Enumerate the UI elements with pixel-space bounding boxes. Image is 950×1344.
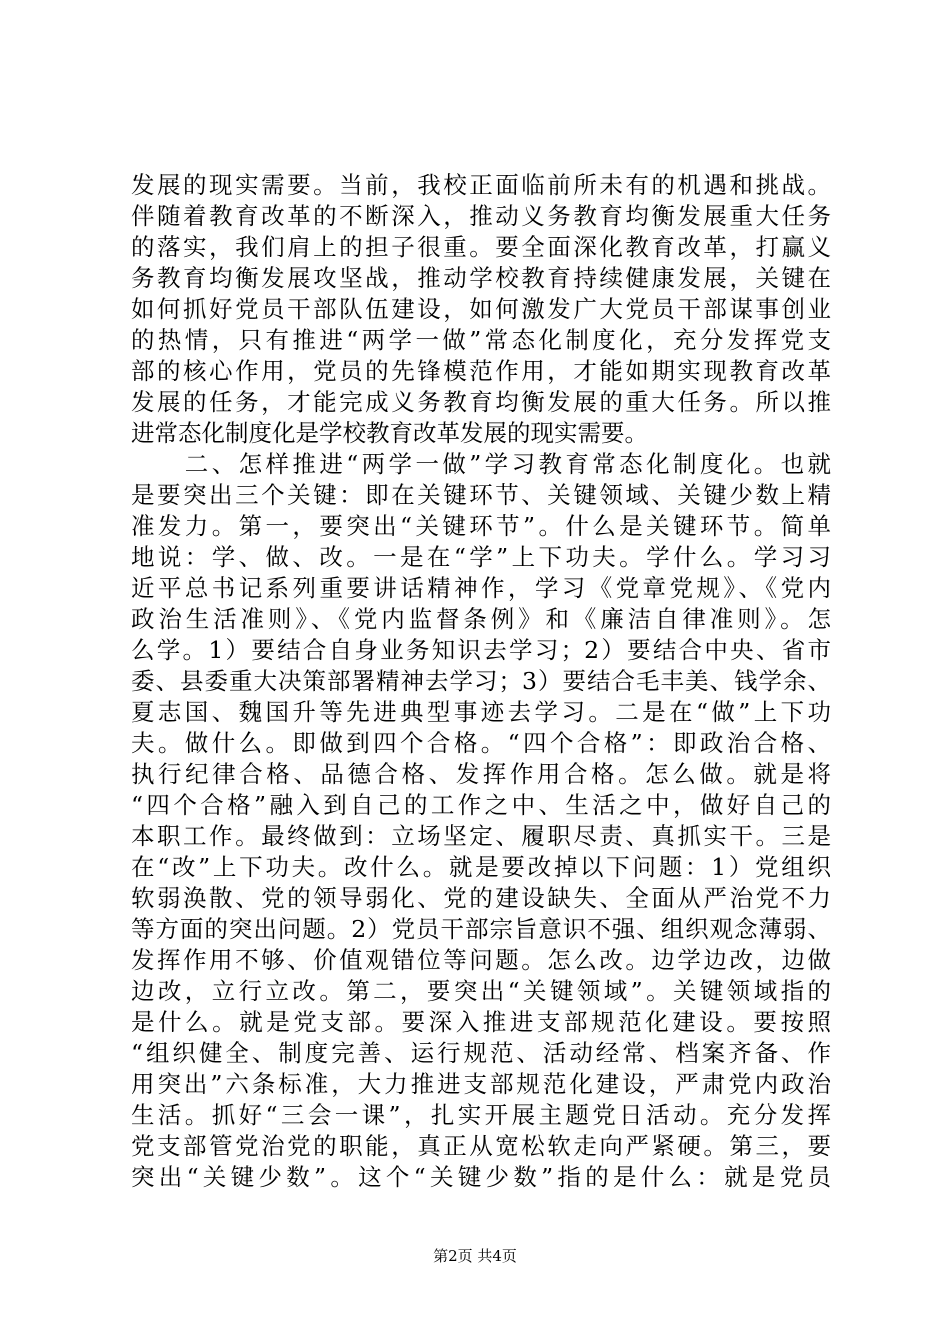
text-line: “组织健全、制度完善、运行规范、活动经常、档案齐备、作: [131, 1039, 831, 1067]
text-line: 近平总书记系列重要讲话精神作，学习《党章党规》、《党内: [131, 574, 831, 602]
text-line: 的热情，只有推进“两学一做”常态化制度化，充分发挥党支: [131, 326, 831, 354]
text-line: 委、县委重大决策部署精神去学习；3）要结合毛丰美、钱学余、: [131, 667, 831, 695]
text-line: 发展的现实需要。当前，我校正面临前所未有的机遇和挑战。: [131, 171, 831, 199]
text-line: 本职工作。最终做到：立场坚定、履职尽责、真抓实干。三是: [131, 822, 831, 850]
text-line: 软弱涣散、党的领导弱化、党的建设缺失、全面从严治党不力: [131, 884, 831, 912]
text-line: 政治生活准则》、《党内监督条例》和《廉洁自律准则》。怎: [131, 605, 831, 633]
text-line: 是什么。就是党支部。要深入推进支部规范化建设。要按照: [131, 1008, 831, 1036]
text-line: 二、怎样推进“两学一做”学习教育常态化制度化。也就: [131, 450, 831, 478]
text-line: 么学。1）要结合自身业务知识去学习；2）要结合中央、省市: [131, 636, 831, 664]
text-line: 夏志国、魏国升等先进典型事迹去学习。二是在“做”上下功: [131, 698, 831, 726]
text-line: 执行纪律合格、品德合格、发挥作用合格。怎么做。就是将: [131, 760, 831, 788]
text-line: 发展的任务，才能完成义务教育均衡发展的重大任务。所以推: [131, 388, 831, 416]
text-line: 等方面的突出问题。2）党员干部宗旨意识不强、组织观念薄弱、: [131, 915, 831, 943]
text-line: 进常态化制度化是学校教育改革发展的现实需要。: [131, 419, 648, 447]
text-line: 是要突出三个关键：即在关键环节、关键领域、关键少数上精: [131, 481, 831, 509]
text-line: 准发力。第一，要突出“关键环节”。什么是关键环节。简单: [131, 512, 831, 540]
text-line: 党支部管党治党的职能，真正从宽松软走向严紧硬。第三，要: [131, 1132, 831, 1160]
text-line: 发挥作用不够、价值观错位等问题。怎么改。边学边改，边做: [131, 946, 831, 974]
text-line: 边改，立行立改。第二，要突出“关键领域”。关键领域指的: [131, 977, 831, 1005]
text-line: 部的核心作用，党员的先锋模范作用，才能如期实现教育改革: [131, 357, 831, 385]
text-line: 地说：学、做、改。一是在“学”上下功夫。学什么。学习习: [131, 543, 831, 571]
text-line: “四个合格”融入到自己的工作之中、生活之中，做好自己的: [131, 791, 831, 819]
text-line: 用突出”六条标准，大力推进支部规范化建设，严肃党内政治: [131, 1070, 831, 1098]
text-line: 生活。抓好“三会一课”，扎实开展主题党日活动。充分发挥: [131, 1101, 831, 1129]
text-line: 伴随着教育改革的不断深入，推动义务教育均衡发展重大任务: [131, 202, 831, 230]
document-body: [131, 170, 831, 1193]
text-line: 突出“关键少数”。这个“关键少数”指的是什么：就是党员: [131, 1163, 831, 1191]
text-line: 的落实，我们肩上的担子很重。要全面深化教育改革，打赢义: [131, 233, 831, 261]
text-line: 如何抓好党员干部队伍建设，如何激发广大党员干部谋事创业: [131, 295, 831, 323]
page-number-footer: 第2页 共4页: [433, 1247, 517, 1265]
text-line: 务教育均衡发展攻坚战，推动学校教育持续健康发展，关键在: [131, 264, 831, 292]
text-line: 夫。做什么。即做到四个合格。“四个合格”：即政治合格、: [131, 729, 831, 757]
text-line: 在“改”上下功夫。改什么。就是要改掉以下问题：1）党组织: [131, 853, 831, 881]
